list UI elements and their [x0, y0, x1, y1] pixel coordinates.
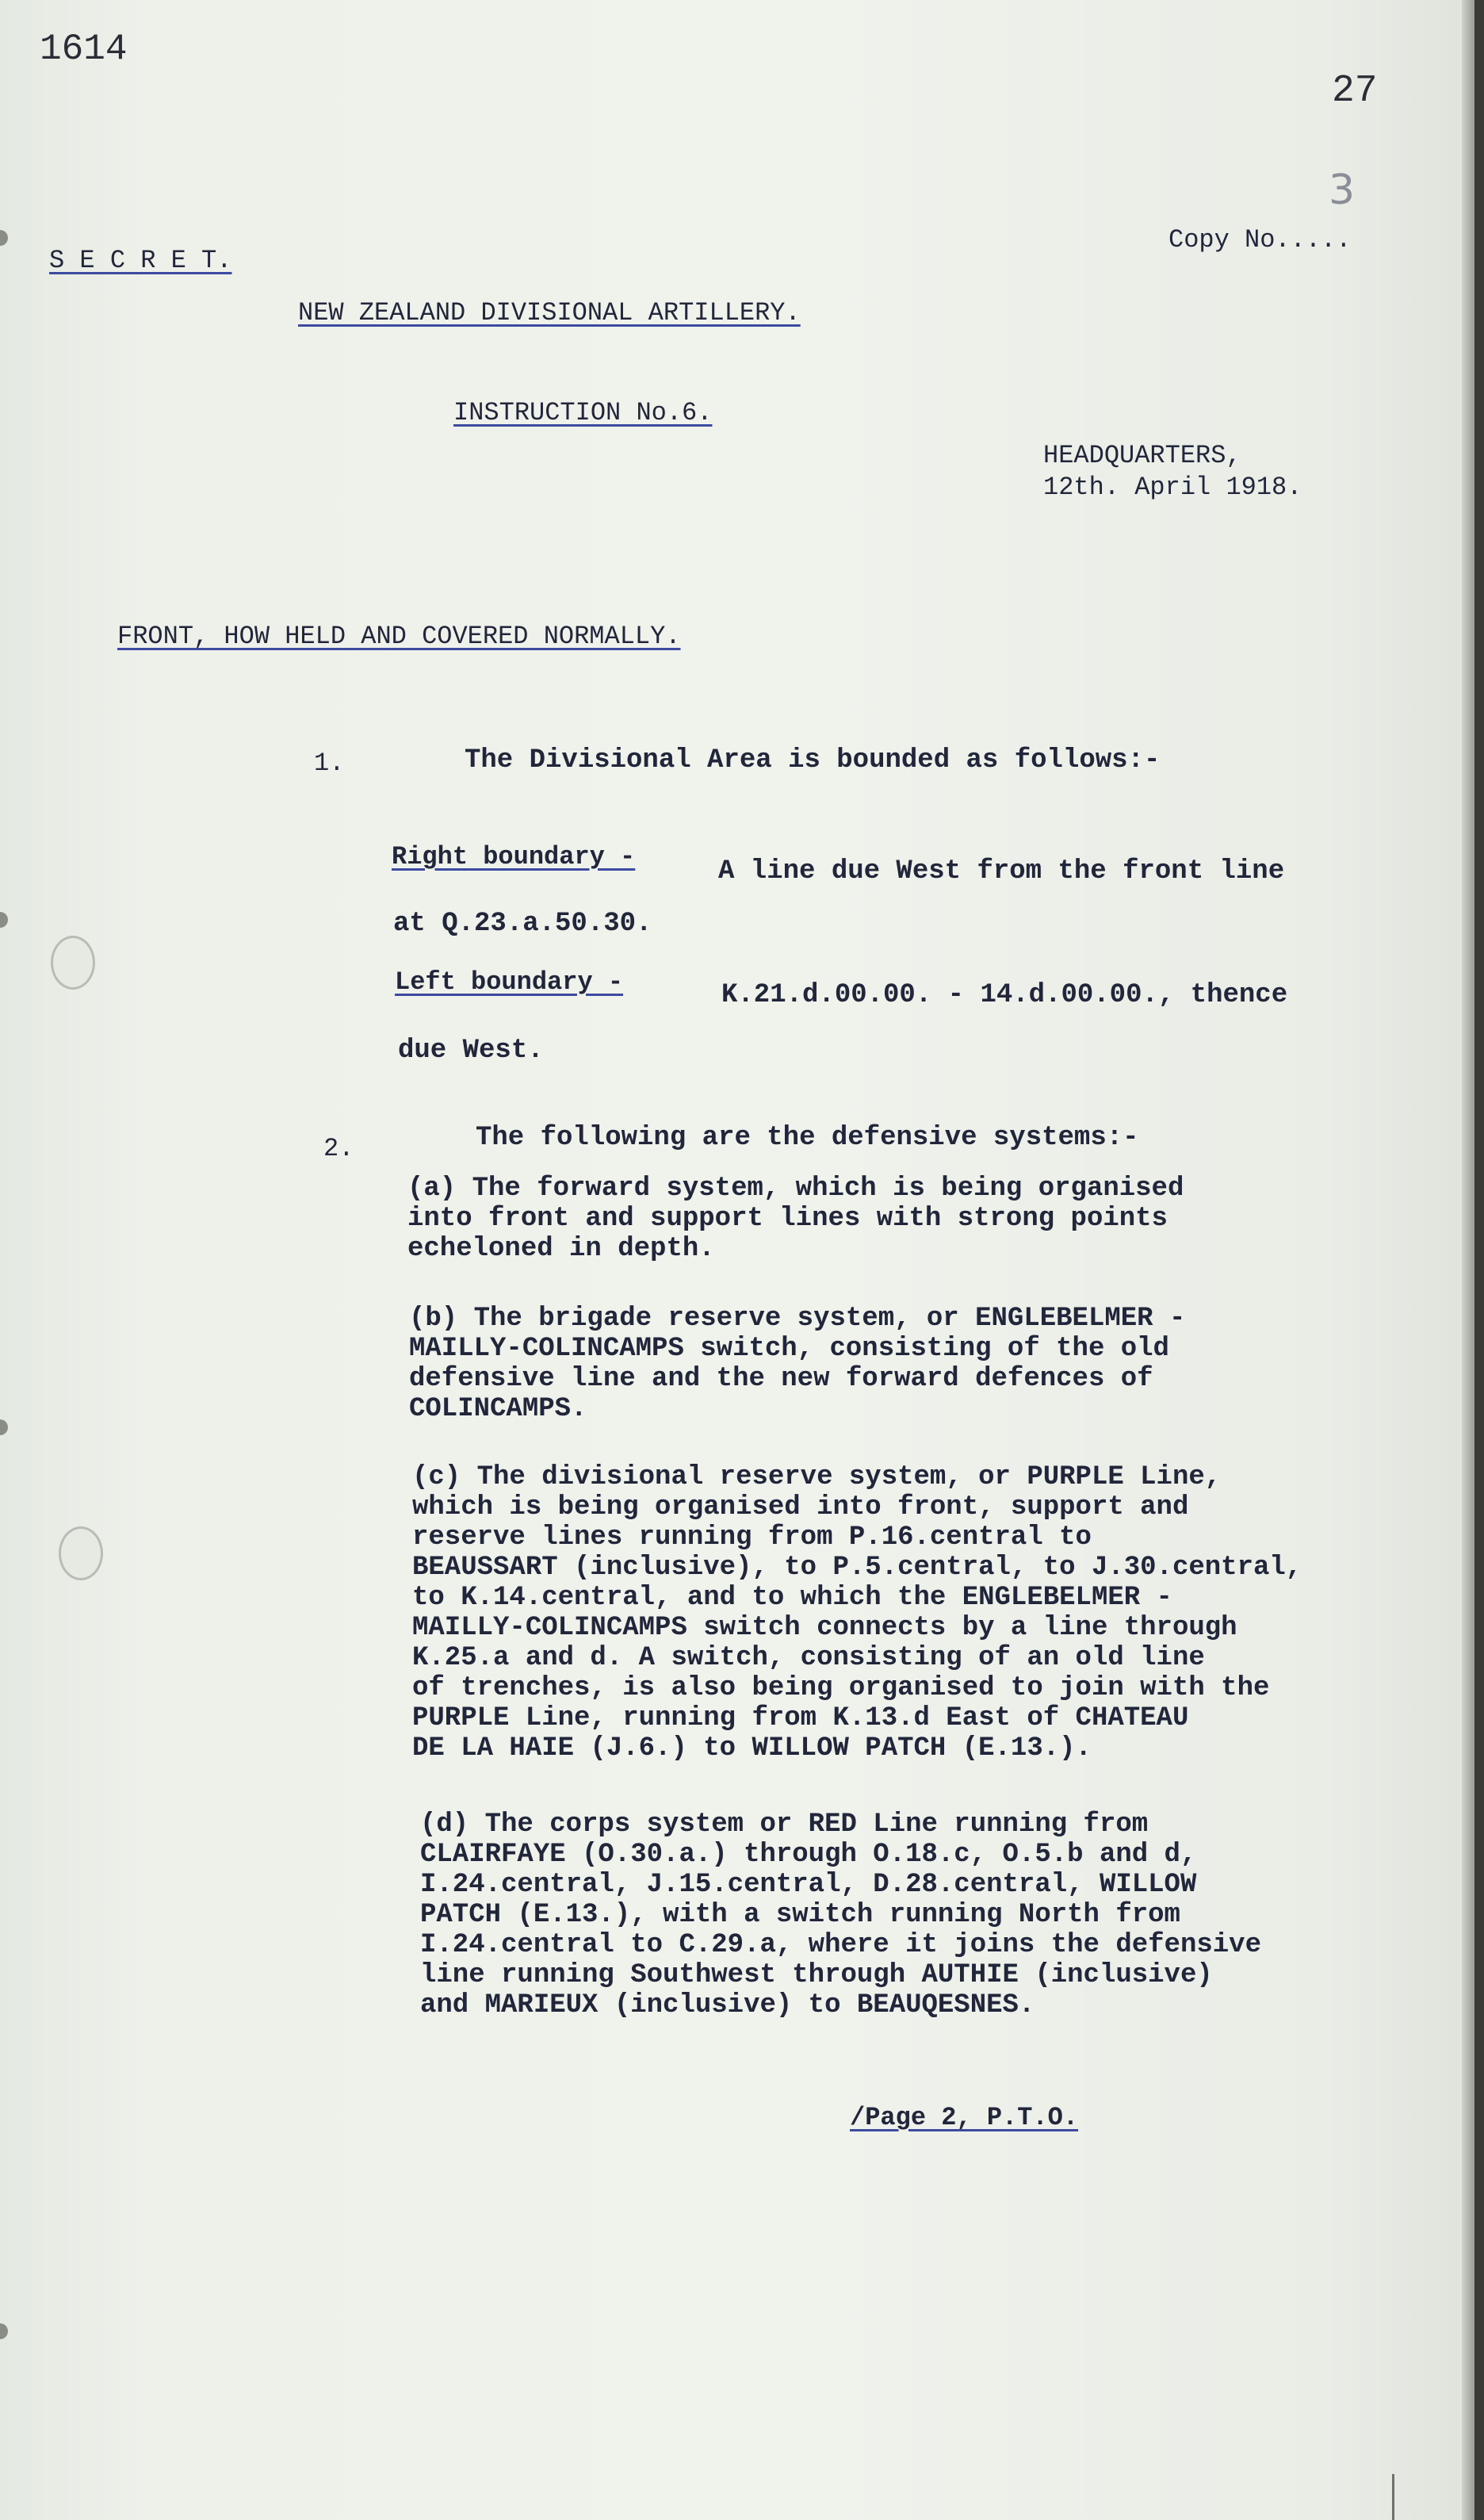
copy-number-handwritten: 3 [1329, 167, 1356, 214]
item-b-line: (b) The brigade reserve system, or ENGLEBELMER - [409, 1304, 1186, 1334]
item-d-line: I.24.central, J.15.central, D.28.central, WILLOW [420, 1870, 1197, 1900]
left-boundary-text: K.21.d.00.00. - 14.d.00.00., thence [721, 980, 1288, 1010]
punch-hole [51, 936, 95, 990]
edge-nick [0, 2323, 8, 2339]
item-d-line: PATCH (E.13.), with a switch running North from [420, 1900, 1180, 1930]
item-d-line: (d) The corps system or RED Line running from [420, 1810, 1149, 1840]
item-a-line: (a) The forward system, which is being organised [407, 1174, 1184, 1204]
reference-number: 1614 [40, 29, 128, 70]
section-heading: FRONT, HOW HELD AND COVERED NORMALLY. [117, 622, 681, 651]
paragraph-text: The Divisional Area is bounded as follows:- [465, 745, 1161, 776]
paragraph-number: 2. [323, 1134, 354, 1163]
edge-nick [0, 1419, 8, 1435]
item-d-line: CLAIRFAYE (O.30.a.) through O.18.c, O.5.b and d, [420, 1840, 1197, 1870]
edge-mark [1392, 2474, 1394, 2520]
edge-nick [0, 912, 8, 928]
item-a-line: echeloned in depth. [407, 1234, 715, 1264]
page-edge [1462, 0, 1474, 2520]
item-d-line: and MARIEUX (inclusive) to BEAUQESNES. [420, 1990, 1035, 2020]
headquarters-line: HEADQUARTERS, [1043, 441, 1241, 470]
classification-marking: S E C R E T. [49, 246, 232, 275]
paragraph-number: 1. [314, 749, 345, 778]
item-c-line: which is being organised into front, support and [412, 1492, 1189, 1522]
instruction-title: INSTRUCTION No.6. [453, 398, 713, 427]
item-c-line: reserve lines running from P.16.central to [412, 1522, 1092, 1553]
item-d-line: line running Southwest through AUTHIE (inclusive) [420, 1960, 1213, 1990]
item-d-line: I.24.central to C.29.a, where it joins the defensive [420, 1930, 1261, 1960]
left-boundary-continued: due West. [398, 1036, 544, 1066]
edge-nick [0, 230, 8, 246]
copy-label: Copy No..... [1168, 225, 1352, 255]
item-c-line: to K.14.central, and to which the ENGLEBELMER - [412, 1583, 1172, 1613]
item-c-line: (c) The divisional reserve system, or PURPLE Line, [412, 1462, 1222, 1492]
right-boundary-label: Right boundary - [392, 842, 636, 871]
item-c-line: of trenches, is also being organised to join with the [412, 1673, 1270, 1703]
page-footer: /Page 2, P.T.O. [850, 2103, 1079, 2132]
left-boundary-label: Left boundary - [395, 967, 624, 997]
item-c-line: DE LA HAIE (J.6.) to WILLOW PATCH (E.13.). [412, 1733, 1092, 1764]
item-c-line: BEAUSSART (inclusive), to P.5.central, to J.30.central, [412, 1553, 1302, 1583]
page-number: 27 [1332, 70, 1378, 113]
paragraph-intro: The following are the defensive systems:- [476, 1123, 1139, 1153]
item-b-line: MAILLY-COLINCAMPS switch, consisting of the old [409, 1334, 1169, 1364]
punch-hole [59, 1526, 103, 1580]
right-boundary-grid: at Q.23.a.50.30. [393, 909, 652, 939]
item-c-line: K.25.a and d. A switch, consisting of an old line [412, 1643, 1205, 1673]
right-boundary-text: A line due West from the front line [718, 856, 1285, 887]
item-c-line: PURPLE Line, running from K.13.d East of CHATEAU [412, 1703, 1189, 1733]
unit-title: NEW ZEALAND DIVISIONAL ARTILLERY. [298, 298, 801, 327]
date-line: 12th. April 1918. [1043, 473, 1302, 502]
item-a-line: into front and support lines with strong points [407, 1204, 1168, 1234]
item-b-line: defensive line and the new forward defences of [409, 1364, 1153, 1394]
item-c-line: MAILLY-COLINCAMPS switch connects by a line through [412, 1613, 1237, 1643]
item-b-line: COLINCAMPS. [409, 1394, 587, 1424]
